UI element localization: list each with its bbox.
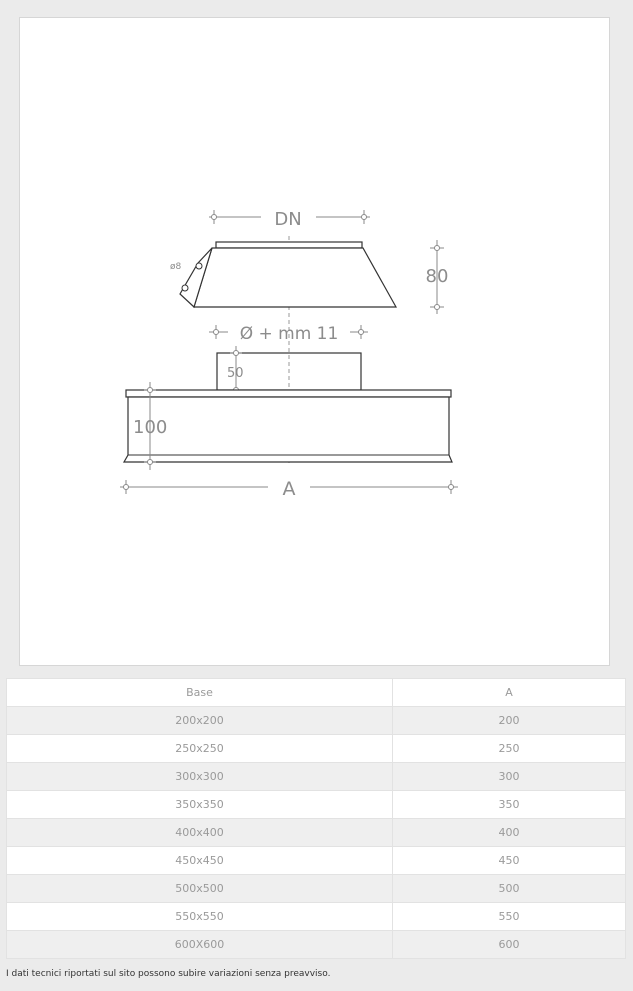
cell-base: 600X600: [7, 931, 393, 959]
width-node-right: [449, 485, 454, 490]
cell-base: 500x500: [7, 875, 393, 903]
cell-a: 300: [393, 763, 626, 791]
base-body: [124, 397, 452, 462]
cell-a: 550: [393, 903, 626, 931]
table-row: [7, 763, 626, 791]
cell-base: 200x200: [7, 707, 393, 735]
table-row: [7, 707, 626, 735]
cell-a: 200: [393, 707, 626, 735]
cell-a: 400: [393, 819, 626, 847]
column-header-base: Base: [7, 679, 393, 707]
bracket-hole-lower: [182, 285, 188, 291]
cell-a: 450: [393, 847, 626, 875]
diameter-node-right: [359, 330, 364, 335]
disclaimer-text: I dati tecnici riportati sul sito possono subire variazioni senza preavviso.: [6, 969, 331, 979]
table-row: [7, 847, 626, 875]
dn-label: DN: [274, 209, 302, 230]
width-label: A: [282, 478, 296, 500]
table-row: [7, 791, 626, 819]
table-row: [7, 735, 626, 763]
column-header-a: A: [393, 679, 626, 707]
cell-base: 250x250: [7, 735, 393, 763]
table-row: [7, 903, 626, 931]
cone-body: [194, 248, 396, 307]
height-top-node-top: [435, 246, 440, 251]
width-node-left: [124, 485, 129, 490]
base-plate: [126, 390, 451, 397]
cell-a: 350: [393, 791, 626, 819]
height-top-node-bottom: [435, 305, 440, 310]
diameter-label: Ø + mm 11: [239, 324, 339, 344]
table-row: [7, 819, 626, 847]
technical-drawing-panel: [19, 17, 610, 666]
cell-base: 450x450: [7, 847, 393, 875]
cone-rim: [216, 242, 362, 248]
table-row: [7, 875, 626, 903]
height-base-node-top: [148, 388, 153, 393]
table-row: [7, 931, 626, 959]
collar-node-top: [234, 351, 239, 356]
dimensions-table: [6, 678, 626, 959]
technical-drawing: [20, 18, 611, 667]
bracket-hole-upper: [196, 263, 202, 269]
cell-base: 300x300: [7, 763, 393, 791]
dn-node-right: [362, 215, 367, 220]
height-top-label: 80: [425, 266, 449, 287]
hole-diameter-label: ø8: [170, 262, 182, 272]
cell-a: 600: [393, 931, 626, 959]
collar-height-label: 50: [227, 366, 244, 381]
height-base-node-bottom: [148, 460, 153, 465]
height-base-label: 100: [133, 417, 168, 438]
cell-base: 350x350: [7, 791, 393, 819]
cell-base: 400x400: [7, 819, 393, 847]
diameter-node-left: [214, 330, 219, 335]
cell-a: 250: [393, 735, 626, 763]
cell-a: 500: [393, 875, 626, 903]
dn-node-left: [212, 215, 217, 220]
table-header-row: [7, 679, 626, 707]
cell-base: 550x550: [7, 903, 393, 931]
